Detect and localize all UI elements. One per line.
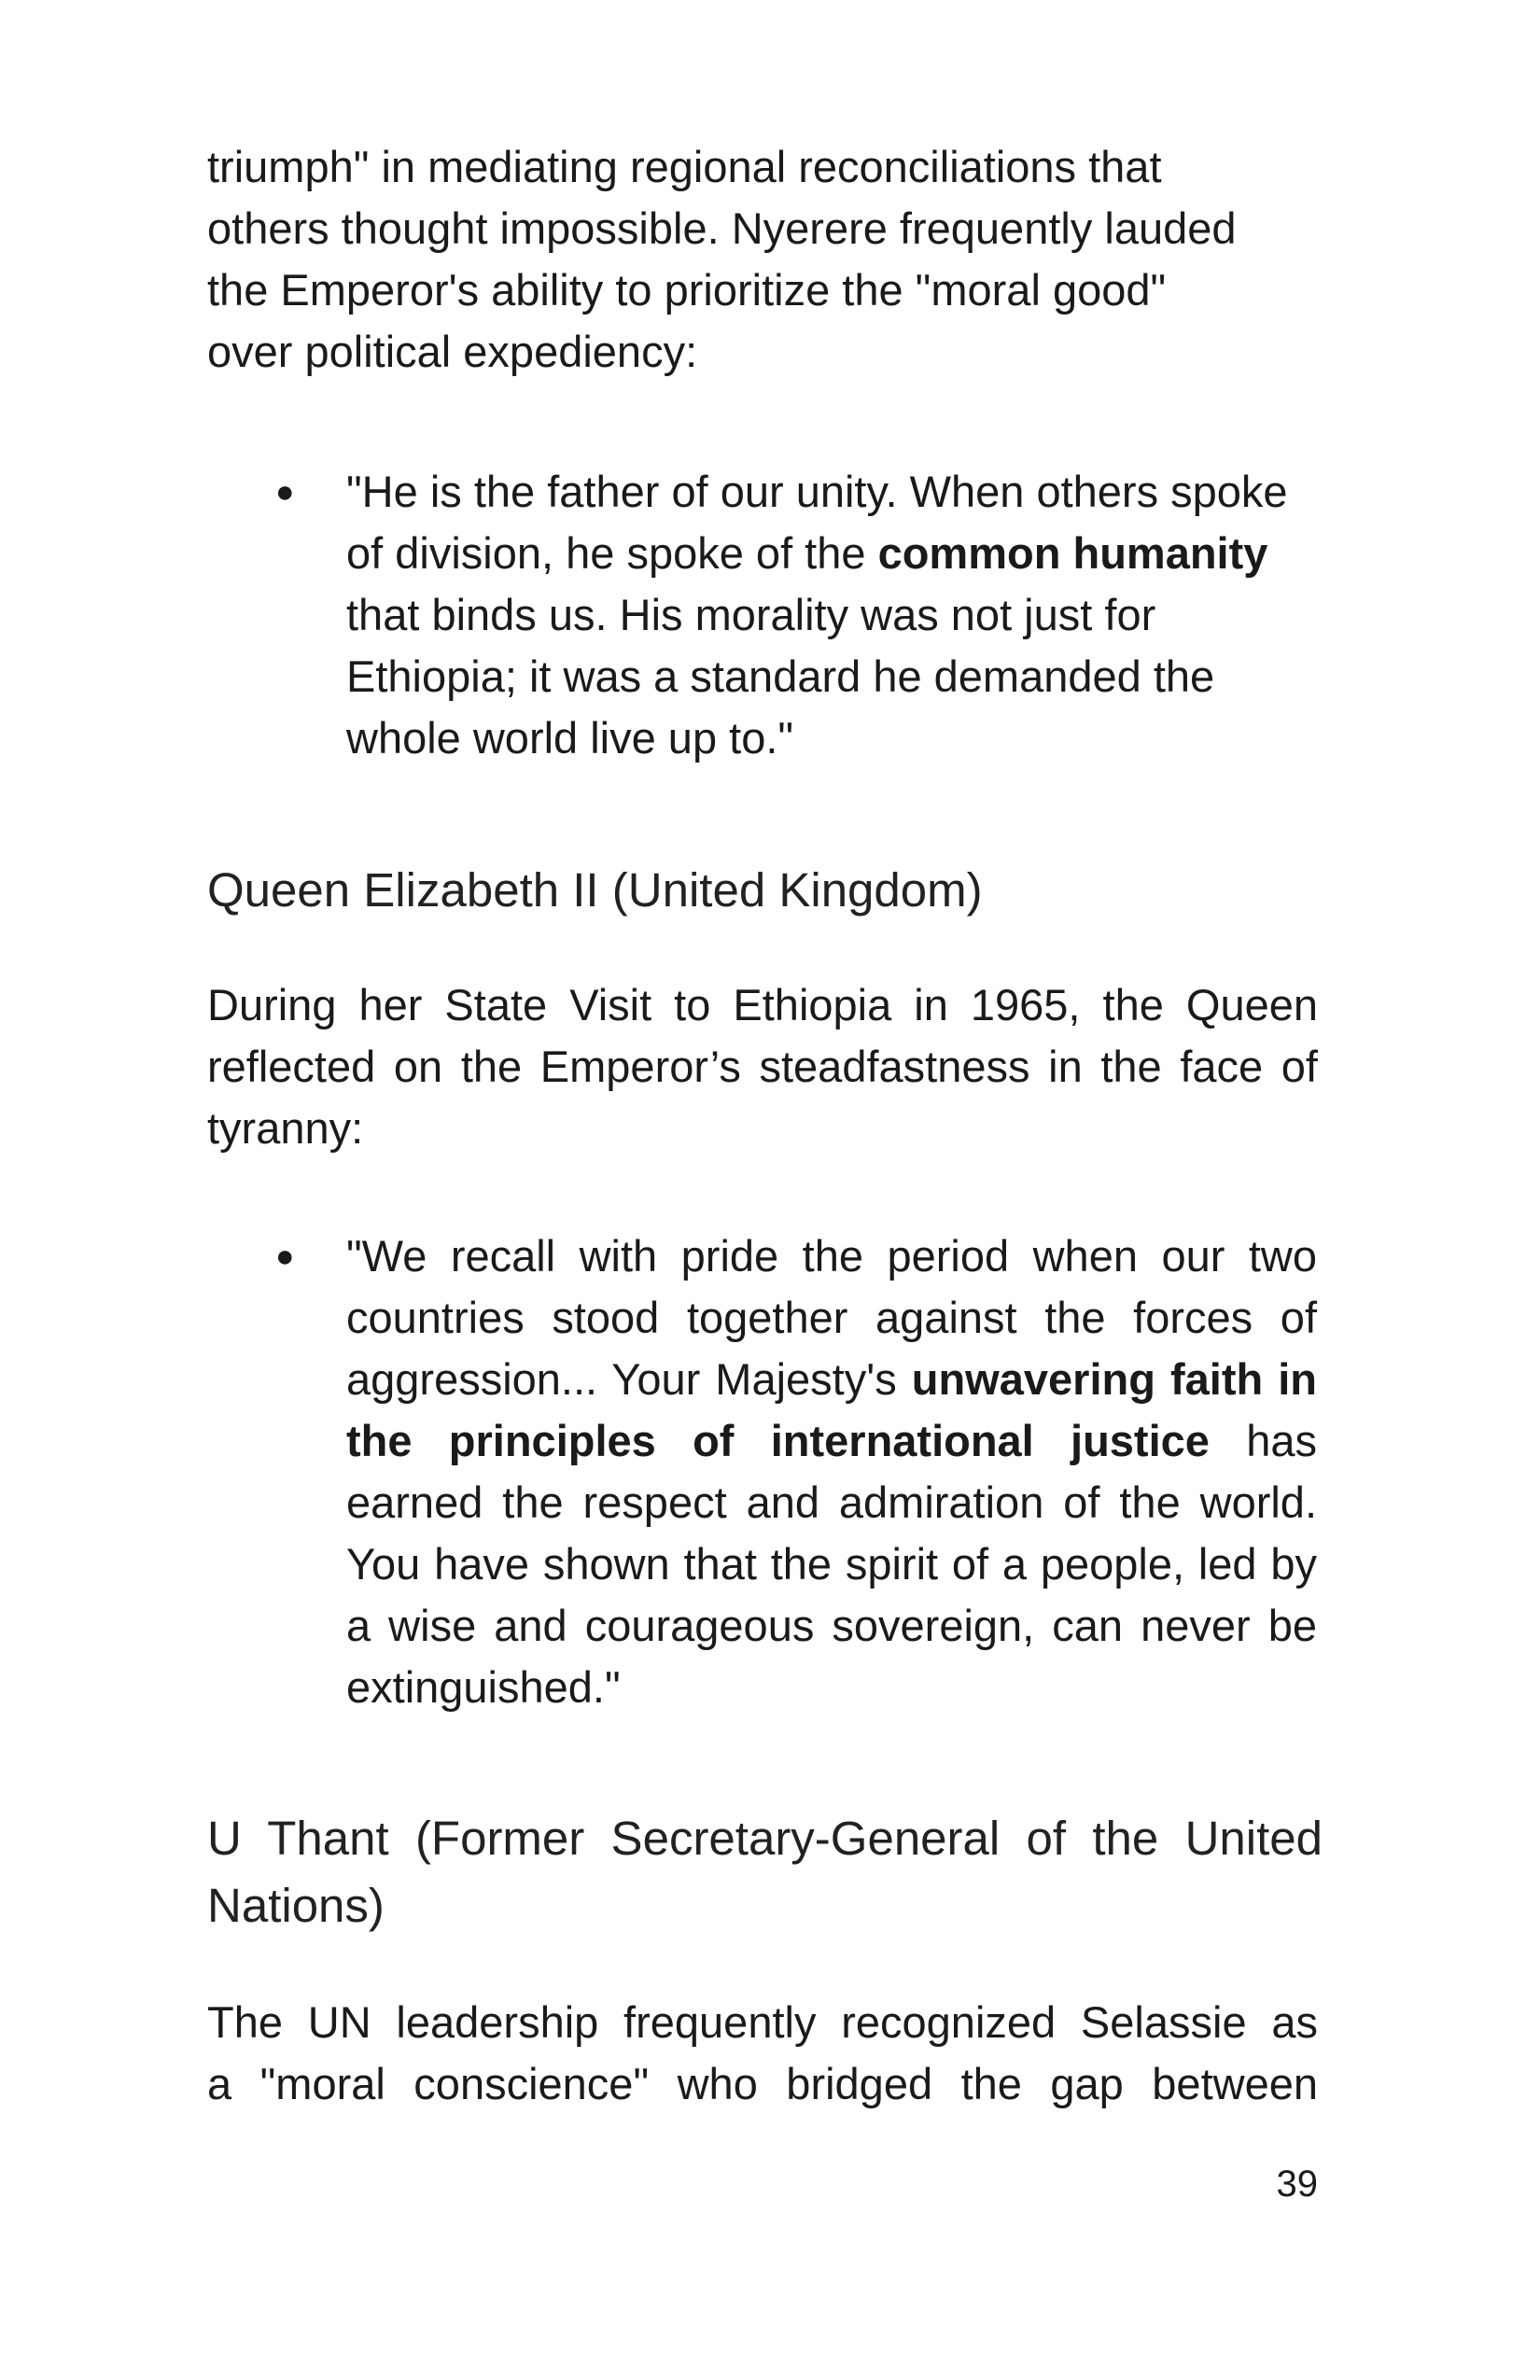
quote-nyerere-bold: common humanity (877, 528, 1268, 578)
heading-queen: Queen Elizabeth II (United Kingdom) (207, 863, 983, 917)
bullet-icon: ● (275, 474, 295, 510)
uthant-line: The UN leadership frequently recognized Selassie as (207, 1997, 1318, 2047)
intro-line: the Emperor's ability to prioritize the "moral good" (207, 265, 1167, 315)
quote-queen-bold: unwavering faith in the principles of international justice (346, 1354, 1317, 1465)
quote-queen (275, 1225, 1317, 1718)
uthant-paragraph (207, 1992, 1318, 2115)
quote-nyerere-text: "He is the father of our unity. When others spoke of division, he spoke of the common humanity that binds us. His morality was not just for Ethiopia; it was a standard he demanded the whole world live up to." (346, 467, 1288, 763)
heading-uthant: U Thant (Former Secretary-General of the United Nations) (207, 1812, 1323, 1932)
uthant-line: a "moral conscience" who bridged the gap between (207, 2059, 1318, 2108)
quote-nyerere (275, 461, 1317, 769)
page-number: 39 (1276, 2163, 1318, 2205)
intro-line: over political expediency: (207, 327, 698, 376)
queen-paragraph: During her State Visit to Ethiopia in 1965, the Queen reflected on the Emperor’s steadfastness in the face of tyranny: (207, 980, 1318, 1153)
intro-line: others thought impossible. Nyerere frequently lauded (207, 203, 1237, 253)
intro-line: triumph" in mediating regional reconciliations that (207, 142, 1162, 191)
quote-queen-text: "We recall with pride the period when our two countries stood together against the forces of aggression... Your Majesty's unwavering faith in the principles of international justice has earned the respect and admiration of the world. You have shown that the spirit of a people, led by a wise and courageous sovereign, can never be extinguished." (346, 1231, 1317, 1712)
intro-paragraph (207, 136, 1318, 383)
bullet-icon: ● (275, 1239, 295, 1274)
